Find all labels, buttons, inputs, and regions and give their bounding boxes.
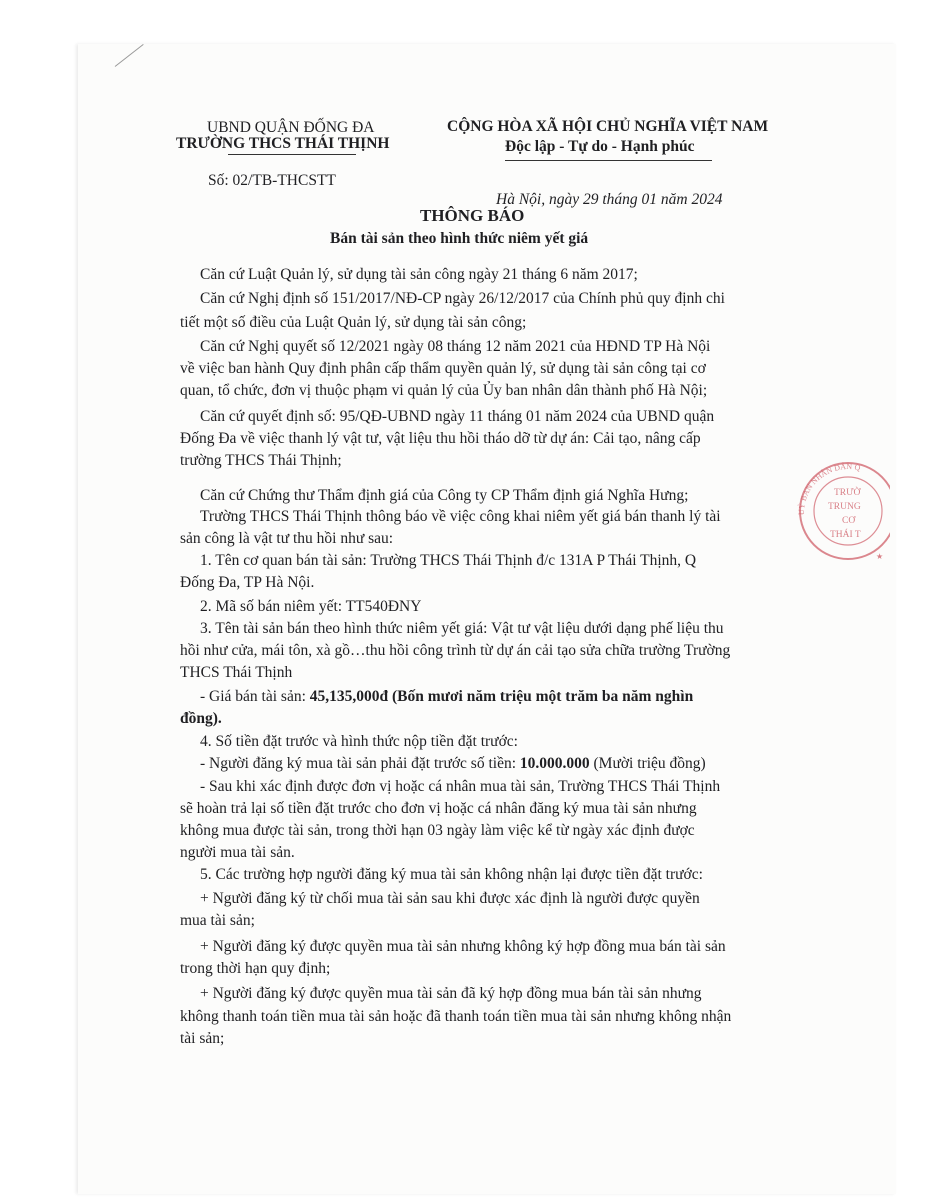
deposit-heading: 4. Số tiền đặt trước và hình thức nộp tiền đặt trước:	[200, 733, 518, 750]
doc-date: Hà Nội, ngày 29 tháng 01 năm 2024	[496, 191, 723, 208]
para-line: tiết một số điều của Luật Quản lý, sử dụng tài sản công;	[180, 314, 527, 331]
para-line: Căn cứ Nghị định số 151/2017/NĐ-CP ngày 26/12/2017 của Chính phủ quy định chi	[200, 290, 725, 307]
para-line: Căn cứ Luật Quản lý, sử dụng tài sản công ngày 21 tháng 6 năm 2017;	[200, 266, 638, 283]
para-line: sẽ hoàn trả lại số tiền đặt trước cho đơn vị hoặc cá nhân đăng ký mua tài sản nhưng	[180, 800, 697, 817]
para-line: trường THCS Thái Thịnh;	[180, 452, 342, 469]
deposit-amount: 10.000.000	[519, 755, 590, 772]
para-line: Căn cứ Nghị quyết số 12/2021 ngày 08 tháng 12 năm 2021 của HĐND TP Hà Nội	[200, 338, 711, 355]
org-line-1: UBND QUẬN ĐỐNG ĐA	[207, 119, 375, 136]
para-line: Đống Đa, TP Hà Nội.	[180, 574, 315, 591]
para-line: 3. Tên tài sản bán theo hình thức niêm yết giá: Vật tư vật liệu dưới dạng phế liệu thu	[200, 620, 724, 637]
para-line: người mua tài sản.	[180, 844, 295, 861]
official-seal	[790, 455, 890, 563]
para-line: - Sau khi xác định được đơn vị hoặc cá nhân mua tài sản, Trường THCS Thái Thịnh	[200, 778, 721, 795]
para-line: không thanh toán tiền mua tài sản hoặc đã thanh toán tiền mua tài sản nhưng không nhận	[180, 1008, 732, 1025]
para-line: sản công là vật tư thu hồi như sau:	[180, 530, 394, 547]
price-value: 45,135,000đ (Bốn mươi năm triệu một trăm ba năm nghìn	[309, 688, 694, 705]
price-line	[200, 688, 927, 706]
price-value-cont: đồng).	[180, 710, 222, 727]
para-line: THCS Thái Thịnh	[180, 664, 293, 681]
para-line: hồi như cửa, mái tôn, xà gồ…thu hồi công trình từ dự án cải tạo sửa chữa trường Trường	[180, 642, 731, 659]
org-line-2: TRƯỜNG THCS THÁI THỊNH	[176, 135, 390, 152]
doc-number: Số: 02/TB-THCSTT	[208, 172, 336, 189]
para-line: Căn cứ Chứng thư Thẩm định giá của Công ty CP Thẩm định giá Nghĩa Hưng;	[200, 487, 689, 504]
org-underline	[228, 154, 356, 155]
price-label: - Giá bán tài sản:	[200, 688, 310, 705]
para-line: quan, tổ chức, đơn vị thuộc phạm vi quản lý của Ủy ban nhân dân thành phố Hà Nội;	[180, 382, 708, 399]
para-line: 5. Các trường hợp người đăng ký mua tài sản không nhận lại được tiền đặt trước:	[200, 866, 703, 883]
doc-subtitle: Bán tài sản theo hình thức niêm yết giá	[330, 230, 589, 247]
deposit-suffix: (Mười triệu đồng)	[589, 755, 706, 772]
seal-star-icon: ★	[876, 552, 884, 561]
nation-underline	[505, 160, 712, 161]
para-line: + Người đăng ký được quyền mua tài sản đã ký hợp đồng mua bán tài sản nhưng	[200, 985, 702, 1002]
para-line: tài sản;	[180, 1030, 225, 1047]
nation-line-2: Độc lập - Tự do - Hạnh phúc	[505, 138, 695, 155]
deposit-prefix: - Người đăng ký mua tài sản phải đặt trước số tiền:	[200, 755, 520, 772]
nation-line-1: CỘNG HÒA XÃ HỘI CHỦ NGHĨA VIỆT NAM	[447, 118, 769, 135]
para-line: + Người đăng ký từ chối mua tài sản sau khi được xác định là người được quyền	[200, 890, 700, 907]
deposit-line	[200, 755, 927, 773]
para-line: mua tài sản;	[180, 912, 255, 929]
para-line: trong thời hạn quy định;	[180, 960, 331, 977]
seal-inner-3: CƠ	[842, 516, 856, 526]
seal-inner-2: TRUNG	[828, 502, 861, 512]
seal-ring-text: UỶ BAN NHÂN DÂN Q	[796, 462, 862, 516]
seal-inner-1: TRƯỜ	[834, 488, 861, 498]
para-line: về việc ban hành Quy định phân cấp thẩm quyền quản lý, sử dụng tài sản công tại cơ	[180, 360, 706, 377]
para-line: không mua được tài sản, trong thời hạn 03 ngày làm việc kể từ ngày xác định được	[180, 822, 695, 839]
seal-inner-4: THÁI T	[830, 530, 861, 540]
para-line: Đống Đa về việc thanh lý vật tư, vật liệu thu hồi tháo dỡ từ dự án: Cải tạo, nâng cấp	[180, 430, 701, 447]
doc-title: THÔNG BÁO	[420, 206, 525, 225]
para-line: Căn cứ quyết định số: 95/QĐ-UBND ngày 11 tháng 01 năm 2024 của UBND quận	[200, 408, 715, 425]
para-line: 1. Tên cơ quan bán tài sản: Trường THCS Thái Thịnh đ/c 131A P Thái Thịnh, Q	[200, 552, 697, 569]
para-line: 2. Mã số bán niêm yết: TT540ĐNY	[200, 598, 422, 615]
para-line: Trường THCS Thái Thịnh thông báo về việc công khai niêm yết giá bán thanh lý tài	[200, 508, 721, 525]
para-line: + Người đăng ký được quyền mua tài sản nhưng không ký hợp đồng mua bán tài sản	[200, 938, 726, 955]
